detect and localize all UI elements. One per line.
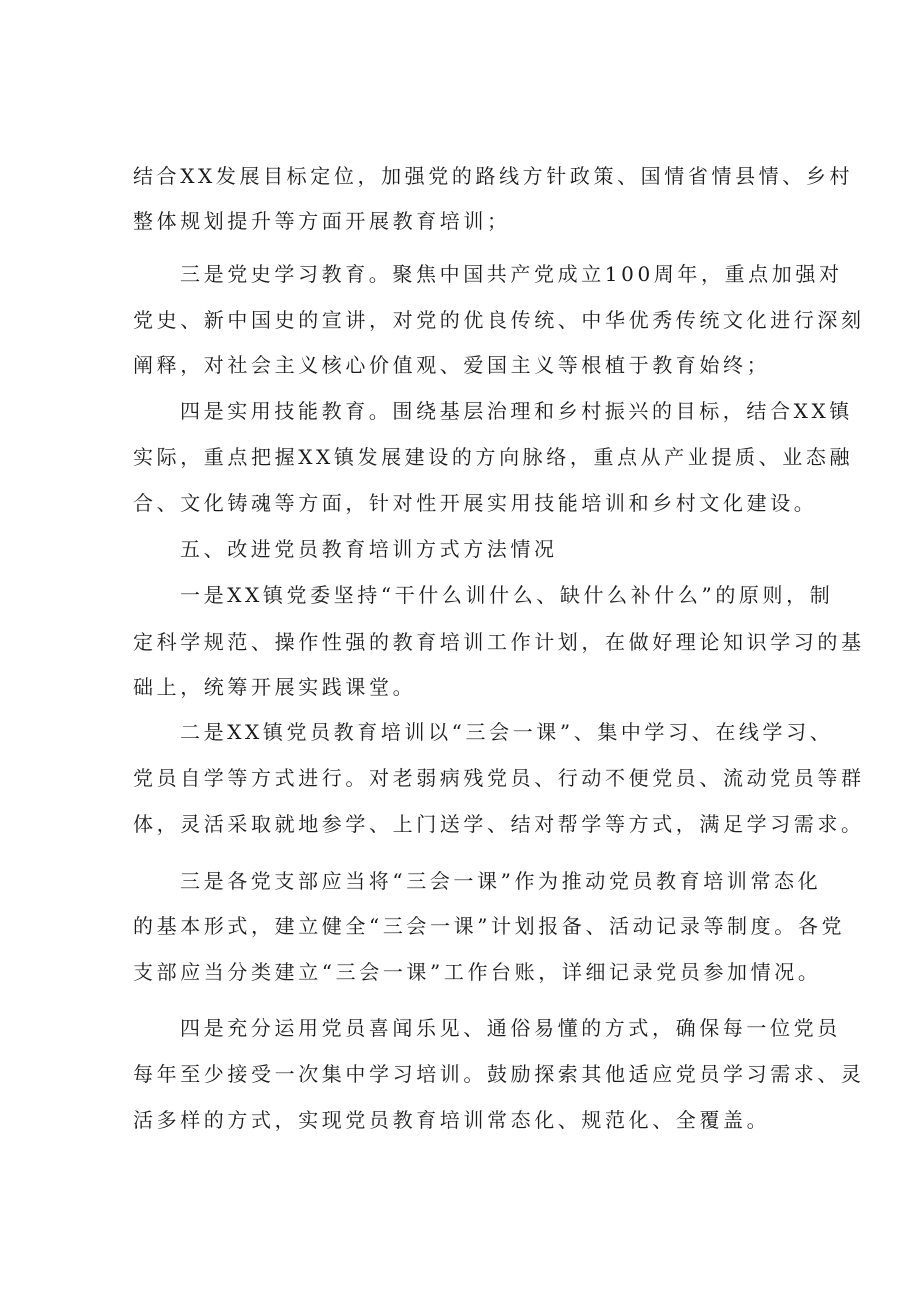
paragraph-line: 活多样的方式，实现党员教育培训常态化、规范化、全覆盖。 <box>133 1108 771 1132</box>
paragraph-line: 四是实用技能教育。围绕基层治理和乡村振兴的目标，结合XX镇 <box>180 399 853 423</box>
paragraph-line: 整体规划提升等方面开展教育培训； <box>133 209 511 233</box>
paragraph-line: 体，灵活采取就地参学、上门送学、结对帮学等方式，满足学习需求。 <box>133 812 865 836</box>
paragraph-line: 四是充分运用党员喜闻乐见、通俗易懂的方式，确保每一位党员 <box>180 1016 841 1040</box>
paragraph-line: 实际，重点把握XX镇发展建设的方向脉络，重点从产业提质、业态融 <box>133 445 854 469</box>
section-heading: 五、改进党员教育培训方式方法情况 <box>180 537 558 561</box>
paragraph-line: 定科学规范、操作性强的教育培训工作计划，在做好理论知识学习的基 <box>133 630 865 654</box>
paragraph-line: 础上，统筹开展实践课堂。 <box>133 675 417 699</box>
paragraph-line: 阐释，对社会主义核心价值观、爱国主义等根植于教育始终； <box>133 353 771 377</box>
paragraph-line: 党史、新中国史的宣讲，对党的优良传统、中华优秀传统文化进行深刻 <box>133 308 865 332</box>
paragraph-line: 一是XX镇党委坚持“干什么训什么、缺什么补什么”的原则，制 <box>180 583 834 607</box>
paragraph-line: 结合XX发展目标定位，加强党的路线方针政策、国情省情县情、乡村 <box>133 164 854 188</box>
paragraph-line: 二是XX镇党员教育培训以“三会一课”、集中学习、在线学习、 <box>180 720 834 744</box>
paragraph-line: 三是各党支部应当将“三会一课”作为推动党员教育培训常态化 <box>180 869 822 893</box>
paragraph-line: 党员自学等方式进行。对老弱病残党员、行动不便党员、流动党员等群 <box>133 766 865 790</box>
paragraph-line: 合、文化铸魂等方面，针对性开展实用技能培训和乡村文化建设。 <box>133 491 818 515</box>
paragraph-line: 支部应当分类建立“三会一课”工作台账，详细记录党员参加情况。 <box>133 960 822 984</box>
paragraph-line: 每年至少接受一次集中学习培训。鼓励探索其他适应党员学习需求、灵 <box>133 1062 865 1086</box>
paragraph-line: 三是党史学习教育。聚焦中国共产党成立100周年，重点加强对 <box>180 262 843 286</box>
paragraph-line: 的基本形式，建立健全“三会一课”计划报备、活动记录等制度。各党 <box>133 914 846 938</box>
